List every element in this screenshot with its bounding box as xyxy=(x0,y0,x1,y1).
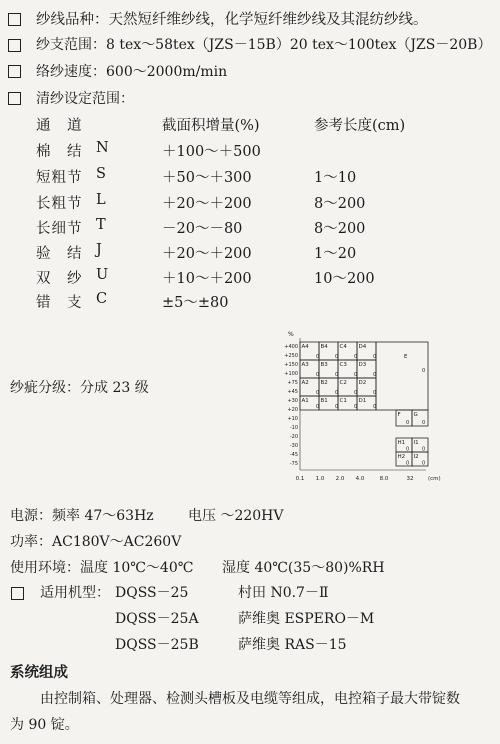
grade-cell-value: 0 xyxy=(354,404,358,410)
power-frequency: 电源：频率 47～63Hz xyxy=(10,508,154,524)
environment-humidity: 湿度 40℃(35～80)%RH xyxy=(222,560,385,576)
y-tick-label: +100 xyxy=(284,371,298,377)
y-tick-label: +250 xyxy=(284,353,298,359)
y-tick-label: +150 xyxy=(284,362,298,368)
grade-cell-value: 0 xyxy=(354,354,358,360)
table-row xyxy=(0,166,500,188)
channel-range: ＋10～＋200 xyxy=(162,271,252,287)
x-axis-unit: (cm) xyxy=(428,476,441,482)
table-row xyxy=(0,192,500,214)
count-range-text: 纱支范围：8 tex～58tex（JZS－15B）20 tex～100tex（JZS－20B） xyxy=(36,37,492,53)
channel-name: 短粗节 xyxy=(36,170,83,186)
grade-cell-label: D4 xyxy=(358,344,367,350)
table-row xyxy=(0,217,500,239)
grade-cell-label: I1 xyxy=(413,440,419,446)
grade-cell-label: C1 xyxy=(339,398,347,404)
grade-cell-label: H1 xyxy=(397,440,406,446)
channel-code: S xyxy=(96,166,106,182)
x-tick-label: 1.0 xyxy=(315,476,325,482)
grade-cell-value: 0 xyxy=(316,390,320,396)
channel-name: 长粗节 xyxy=(36,196,83,212)
y-tick-label: +20 xyxy=(287,407,298,413)
grade-cell-value: 0 xyxy=(373,390,377,396)
grade-cell-value: 0 xyxy=(373,372,377,378)
y-tick-label: +30 xyxy=(287,398,298,404)
header-channel: 通 道 xyxy=(36,118,83,134)
grade-cell-value: 0 xyxy=(316,404,320,410)
model-name: DQSS－25 xyxy=(115,585,189,601)
channel-code: L xyxy=(96,192,106,208)
environment-temperature: 使用环境：温度 10℃～40℃ xyxy=(10,560,194,576)
y-tick-label: -20 xyxy=(289,434,298,440)
x-tick-label: 32 xyxy=(406,476,414,482)
channel-length: 1～20 xyxy=(314,246,357,262)
channel-code: T xyxy=(96,217,106,233)
grade-cell-label: D3 xyxy=(358,362,367,368)
channel-range: ＋20～＋200 xyxy=(162,196,252,212)
channel-code: U xyxy=(96,267,109,283)
channel-name: 棉 结 xyxy=(36,144,83,160)
grade-cell-value: 0 xyxy=(335,354,339,360)
y-tick-label: +45 xyxy=(287,389,298,395)
checkbox-yarn-types[interactable] xyxy=(8,13,21,26)
channel-length: 10～200 xyxy=(314,271,375,287)
grade-cell-label: C4 xyxy=(339,344,347,350)
channel-range: ＋100～＋500 xyxy=(162,144,261,160)
channel-length: 8～200 xyxy=(314,221,366,237)
clearing-table-header xyxy=(0,114,500,136)
model-name: DQSS－25B xyxy=(115,637,199,653)
checkbox-clearing-range[interactable] xyxy=(8,92,21,105)
grade-cell-value: 0 xyxy=(316,354,320,360)
grade-cell-label: I2 xyxy=(413,454,419,460)
grade-cell-value: 0 xyxy=(422,446,426,453)
grade-cell-value: 0 xyxy=(354,390,358,396)
header-length: 参考长度(cm) xyxy=(314,118,406,134)
grade-cell-value: 0 xyxy=(422,420,426,426)
yarn-fault-grade-chart xyxy=(276,328,446,486)
system-description-line1: 由控制箱、处理器、检测头槽板及电缆等组成，电控箱子最大带锭数 xyxy=(40,691,460,707)
grade-cell-label: G xyxy=(413,412,418,418)
grade-cell-value: 0 xyxy=(422,368,426,374)
grade-cell-label: E xyxy=(404,354,408,360)
channel-name: 验 结 xyxy=(36,246,83,262)
power-consumption: 功率：AC180V～AC260V xyxy=(10,534,182,550)
channel-code: N xyxy=(96,140,109,156)
grade-cell-label: D1 xyxy=(358,398,367,404)
grade-cell-value: 0 xyxy=(422,460,426,467)
grade-cell-value: 0 xyxy=(335,390,339,396)
header-range: 截面积增量(%) xyxy=(162,118,260,134)
model-counterpart: 村田 N0.7－Ⅱ xyxy=(238,585,329,601)
power-voltage: 电压 ～220HV xyxy=(188,508,284,524)
grade-cell-label: C3 xyxy=(339,362,347,368)
grade-cell xyxy=(376,342,428,410)
channel-name: 长细节 xyxy=(36,221,83,237)
y-tick-label: -45 xyxy=(289,452,298,458)
y-tick-label: +75 xyxy=(287,380,298,386)
x-tick-label: 4.0 xyxy=(355,476,365,482)
grade-cell-label: A1 xyxy=(301,398,309,404)
x-tick-label: 2.0 xyxy=(335,476,345,482)
models-label: 适用机型： xyxy=(40,585,110,601)
grade-cell-value: 0 xyxy=(406,420,410,426)
y-tick-label: -10 xyxy=(289,425,298,431)
grading-text: 纱疵分级：分成 23 级 xyxy=(10,380,149,396)
grade-cell-label: B2 xyxy=(320,380,328,386)
grade-cell-label: H2 xyxy=(397,454,406,460)
grade-cell-label: B1 xyxy=(320,398,328,404)
channel-range: －20～－80 xyxy=(162,221,243,237)
grade-cell-value: 0 xyxy=(335,404,339,410)
grade-cell-label: A3 xyxy=(301,362,309,368)
model-counterpart: 萨维奥 RAS－15 xyxy=(238,637,347,653)
y-tick-label: +10 xyxy=(287,416,298,422)
model-name: DQSS－25A xyxy=(115,611,199,627)
grade-cell-label: A4 xyxy=(301,344,309,350)
winding-speed-text: 络纱速度：600～2000m/min xyxy=(36,64,228,80)
y-tick-label: -75 xyxy=(289,461,298,467)
grade-cell-value: 0 xyxy=(354,372,358,378)
channel-length: 1～10 xyxy=(314,170,357,186)
table-row xyxy=(0,267,500,289)
channel-name: 错 支 xyxy=(36,295,83,311)
channel-range: ＋20～＋200 xyxy=(162,246,252,262)
model-counterpart: 萨维奥 ESPERO－M xyxy=(238,611,375,627)
table-row xyxy=(0,140,500,162)
y-tick-label: -30 xyxy=(289,443,298,449)
grade-cell-value: 0 xyxy=(335,372,339,378)
clearing-range-title: 清纱设定范围： xyxy=(36,91,134,107)
channel-name: 双 纱 xyxy=(36,271,83,287)
grade-cell-label: D2 xyxy=(358,380,367,386)
grade-cell-label: B4 xyxy=(320,344,328,350)
checkbox-winding-speed[interactable] xyxy=(8,65,21,78)
y-tick-label: +400 xyxy=(284,344,298,350)
grade-cell-value: 0 xyxy=(316,372,320,378)
channel-range: ±5～±80 xyxy=(162,295,229,311)
grade-cell-value: 0 xyxy=(373,404,377,410)
grade-cell-value: 0 xyxy=(406,446,410,453)
x-tick-label: 8.0 xyxy=(379,476,389,482)
y-axis-unit: % xyxy=(288,331,294,338)
yarn-types-text: 纱线品种：天然短纤维纱线，化学短纤维纱线及其混纺纱线。 xyxy=(36,12,428,28)
checkbox-count-range[interactable] xyxy=(8,39,21,52)
system-description-line2: 为 90 锭。 xyxy=(10,717,79,733)
grade-cell-value: 0 xyxy=(373,354,377,360)
checkbox-models[interactable] xyxy=(11,587,24,600)
grade-cell-label: C2 xyxy=(339,380,347,386)
grade-cell-label: F xyxy=(397,412,401,418)
x-tick-label: 0.1 xyxy=(295,476,305,482)
table-row xyxy=(0,242,500,264)
channel-range: ＋50～＋300 xyxy=(162,170,252,186)
channel-length: 8～200 xyxy=(314,196,366,212)
table-row xyxy=(0,291,500,313)
channel-code: J xyxy=(96,242,102,258)
channel-code: C xyxy=(96,291,108,307)
grade-cell-value: 0 xyxy=(406,460,410,467)
system-title: 系统组成 xyxy=(10,664,68,681)
grade-cell-label: A2 xyxy=(301,380,309,386)
grade-cell-label: B3 xyxy=(320,362,328,368)
